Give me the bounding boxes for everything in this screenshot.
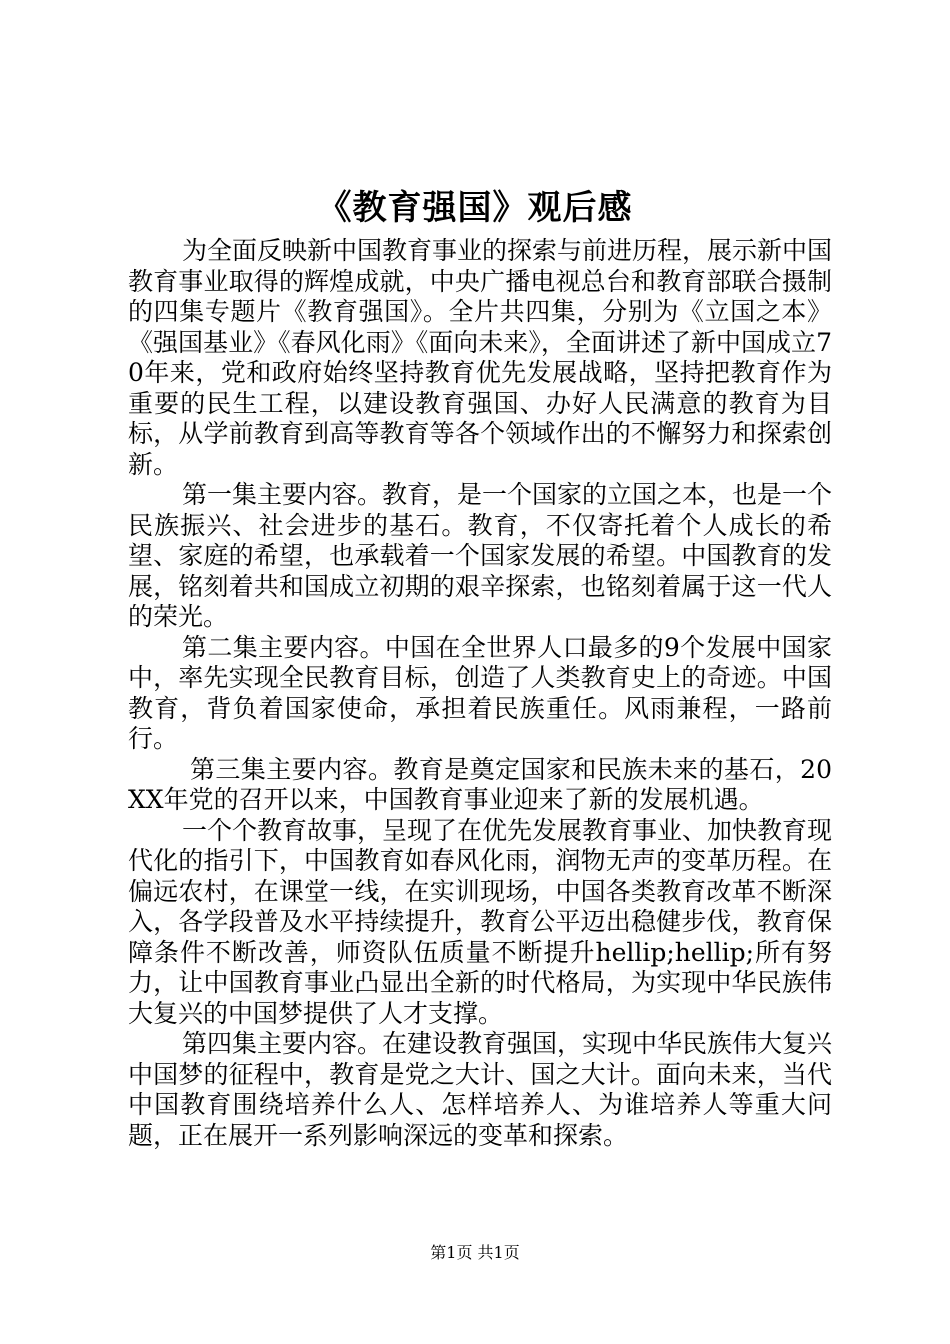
paragraph-episode-4: 第四集主要内容。在建设教育强国，实现中华民族伟大复兴中国梦的征程中，教育是党之大计、国之大计。面向未来，当代中国教育围绕培养什么人、怎样培养人、为谁培养人等重大问题，正在展开一系列影响深远的变革和探索。 [128, 1029, 833, 1150]
paragraph-intro: 为全面反映新中国教育事业的探索与前进历程，展示新中国教育事业取得的辉煌成就，中央广播电视总台和教育部联合摄制的四集专题片《教育强国》。全片共四集，分别为《立国之本》《强国基业》《春风化雨》《面向未来》，全面讲述了新中国成立70年来，党和政府始终坚持教育优先发展战略，坚持把教育作为重要的民生工程，以建设教育强国、办好人民满意的教育为目标，从学前教育到高等教育等各个领域作出的不懈努力和探索创新。 [128, 236, 833, 479]
paragraph-episode-1: 第一集主要内容。教育，是一个国家的立国之本，也是一个民族振兴、社会进步的基石。教育，不仅寄托着个人成长的希望、家庭的希望，也承载着一个国家发展的希望。中国教育的发展，铭刻着共和国成立初期的艰辛探索，也铭刻着属于这一代人的荣光。 [128, 480, 833, 631]
page-number-footer: 第1页 共1页 [430, 1243, 520, 1262]
paragraph-episode-3: 第三集主要内容。教育是奠定国家和民族未来的基石，20XX年党的召开以来，中国教育事业迎来了新的发展机遇。 [128, 754, 832, 814]
document-title: 《教育强国》观后感 [317, 188, 633, 228]
paragraph-education-stories: 一个个教育故事，呈现了在优先发展教育事业、加快教育现代化的指引下，中国教育如春风化雨，润物无声的变革历程。在偏远农村，在课堂一线，在实训现场，中国各类教育改革不断深入，各学段普及水平持续提升，教育公平迈出稳健步伐，教育保障条件不断改善，师资队伍质量不断提升hellip;hellip;所有努力，让中国教育事业凸显出全新的时代格局，为实现中华民族伟大复兴的中国梦提供了人才支撑。 [128, 815, 833, 1028]
document-body [128, 236, 832, 1151]
paragraph-episode-2: 第二集主要内容。中国在全世界人口最多的9个发展中国家中，率先实现全民教育目标，创造了人类教育史上的奇迹。中国教育，背负着国家使命，承担着民族重任。风雨兼程，一路前行。 [128, 632, 832, 753]
